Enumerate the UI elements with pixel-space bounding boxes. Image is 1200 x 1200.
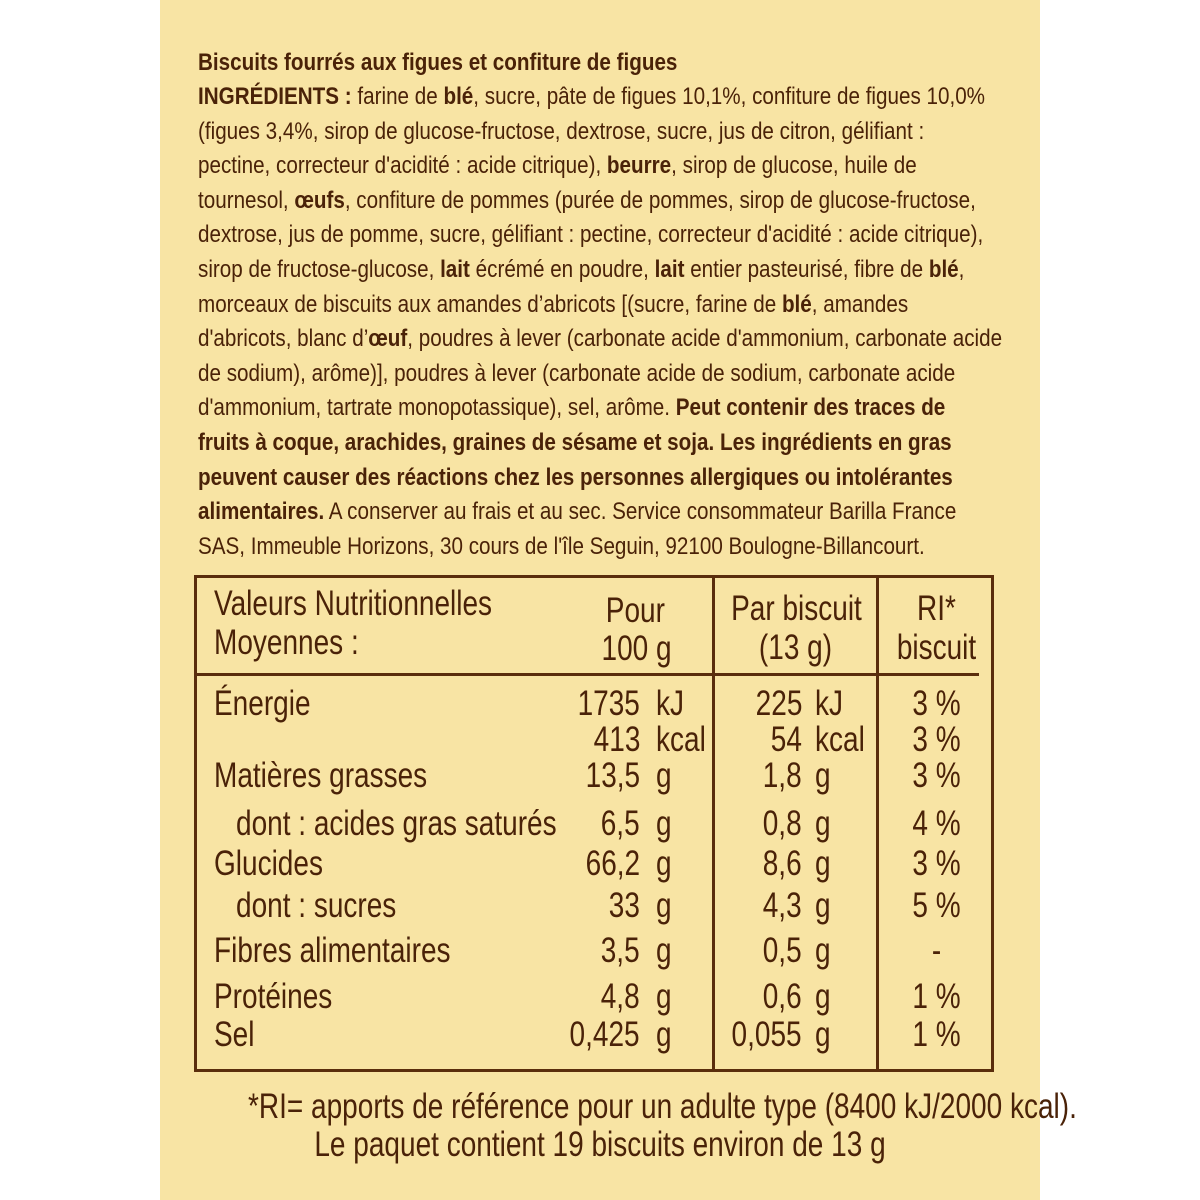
unit-per-100g: g: [656, 977, 672, 1016]
product-title: Biscuits fourrés aux figues et confiture de figues: [198, 49, 678, 76]
value-per-100g: 3,5: [601, 931, 640, 970]
value-per-100g: 33: [608, 886, 640, 925]
footnote-ri-definition: *RI= apports de référence pour un adulte type (8400 kJ/2000 kcal).: [248, 1087, 1077, 1126]
header-nutrition-label-line1: Valeurs Nutritionnelles: [214, 584, 493, 623]
unit-per-100g: g: [656, 1015, 672, 1054]
header-ri-line1: RI*: [917, 589, 956, 628]
unit-per-100g: g: [656, 844, 672, 883]
unit-per-100g: g: [656, 886, 672, 925]
nutrient-name: Sel: [214, 1015, 255, 1054]
ri-percent: 1 %: [912, 1015, 961, 1054]
value-per-biscuit: 0,6: [763, 977, 802, 1016]
unit-per-biscuit: g: [815, 1015, 831, 1054]
value-per-100g: 0,425: [569, 1015, 640, 1054]
unit-per-biscuit: g: [815, 756, 831, 795]
ri-percent: 3 %: [912, 720, 961, 759]
unit-per-100g: g: [656, 931, 672, 970]
nutrient-name: Énergie: [214, 684, 311, 723]
value-per-100g: 4,8: [601, 977, 640, 1016]
value-per-100g: 13,5: [585, 756, 640, 795]
unit-per-100g: g: [656, 804, 672, 843]
header-perbiscuit-line1: Par biscuit: [731, 589, 862, 628]
ri-percent: 3 %: [912, 684, 961, 723]
nutrient-name: Matières grasses: [214, 756, 428, 795]
value-per-biscuit: 0,055: [731, 1015, 802, 1054]
ri-percent: 1 %: [912, 977, 961, 1016]
value-per-100g: 1735: [577, 684, 640, 723]
unit-per-biscuit: g: [815, 804, 831, 843]
value-per-biscuit: 0,5: [763, 931, 802, 970]
footnote: [160, 1087, 1077, 1164]
value-per-biscuit: 4,3: [763, 886, 802, 925]
nutrient-name: Protéines: [214, 977, 333, 1016]
table-divider-col2: [712, 575, 715, 1072]
table-header-divider: [194, 673, 979, 676]
value-per-biscuit: 225: [755, 684, 802, 723]
nutrient-name: Glucides: [214, 844, 323, 883]
footnote-package-count: Le paquet contient 19 biscuits environ de 13 g: [314, 1125, 886, 1164]
unit-per-biscuit: g: [815, 977, 831, 1016]
unit-per-biscuit: kcal: [815, 720, 865, 759]
unit-per-biscuit: g: [815, 844, 831, 883]
header-perbiscuit-line2: (13 g): [758, 628, 833, 667]
ri-percent: -: [931, 931, 942, 970]
value-per-100g: 66,2: [585, 844, 640, 883]
ri-percent: 5 %: [912, 886, 961, 925]
ri-percent: 3 %: [912, 844, 961, 883]
unit-per-100g: kcal: [656, 720, 706, 759]
header-ri-line2: biscuit: [896, 628, 977, 667]
unit-per-biscuit: g: [815, 931, 831, 970]
table-divider-col3: [876, 575, 879, 1072]
value-per-biscuit: 54: [770, 720, 802, 759]
value-per-100g: 413: [593, 720, 640, 759]
unit-per-biscuit: kJ: [815, 684, 843, 723]
value-per-biscuit: 0,8: [763, 804, 802, 843]
nutrient-name: Fibres alimentaires: [214, 931, 451, 970]
header-nutrition-label-line2: Moyennes :: [214, 623, 359, 662]
header-per100-line2: 100 g: [601, 629, 672, 668]
header-per100-line1: Pour: [605, 591, 665, 630]
unit-per-100g: kJ: [656, 684, 684, 723]
unit-per-biscuit: g: [815, 886, 831, 925]
value-per-biscuit: 1,8: [763, 756, 802, 795]
nutrient-name: dont : acides gras saturés: [236, 804, 557, 843]
nutrient-name: dont : sucres: [236, 886, 397, 925]
value-per-biscuit: 8,6: [763, 844, 802, 883]
ri-percent: 4 %: [912, 804, 961, 843]
ingredients-text: INGRÉDIENTS : farine de blé, sucre, pâte de figues 10,1%, confiture de figues 10,0% (figues 3,4%, sirop de glucose-fructose, dextrose, sucre, jus de citron, gélifiant : pectine, correcteur d'acidité : acide citrique), beurre, sirop de glucose, huile de tournesol, œufs, confiture de pommes (purée de pommes, sirop de glucose-fructose, dextrose, jus de pomme, sucre, gélifiant : pectine, correcteur d'acidité : acide citrique), sirop de fructose-glucose, lait écrémé en poudre, lait entier pasteurisé, fibre de blé, morceaux de biscuits aux amandes d’abricots [(sucre, farine de blé, amandes d'abricots, blanc d’œuf, poudres à lever (carbonate acide d'ammonium, carbonate acide de sodium), arôme)], poudres à lever (carbonate acide de sodium, carbonate acide d'ammonium, tartrate monopotassique), sel, arôme. Peut contenir des traces de fruits à coque, arachides, graines de sésame et soja. Les ingrédients en gras peuvent causer des réactions chez les personnes allergiques ou intolérantes alimentaires. A conserver au frais et au sec. Service consommateur Barilla France SAS, Immeuble Horizons, 30 cours de l'île Seguin, 92100 Boulogne-Billancourt.: [198, 83, 1003, 560]
ri-percent: 3 %: [912, 756, 961, 795]
unit-per-100g: g: [656, 756, 672, 795]
value-per-100g: 6,5: [601, 804, 640, 843]
